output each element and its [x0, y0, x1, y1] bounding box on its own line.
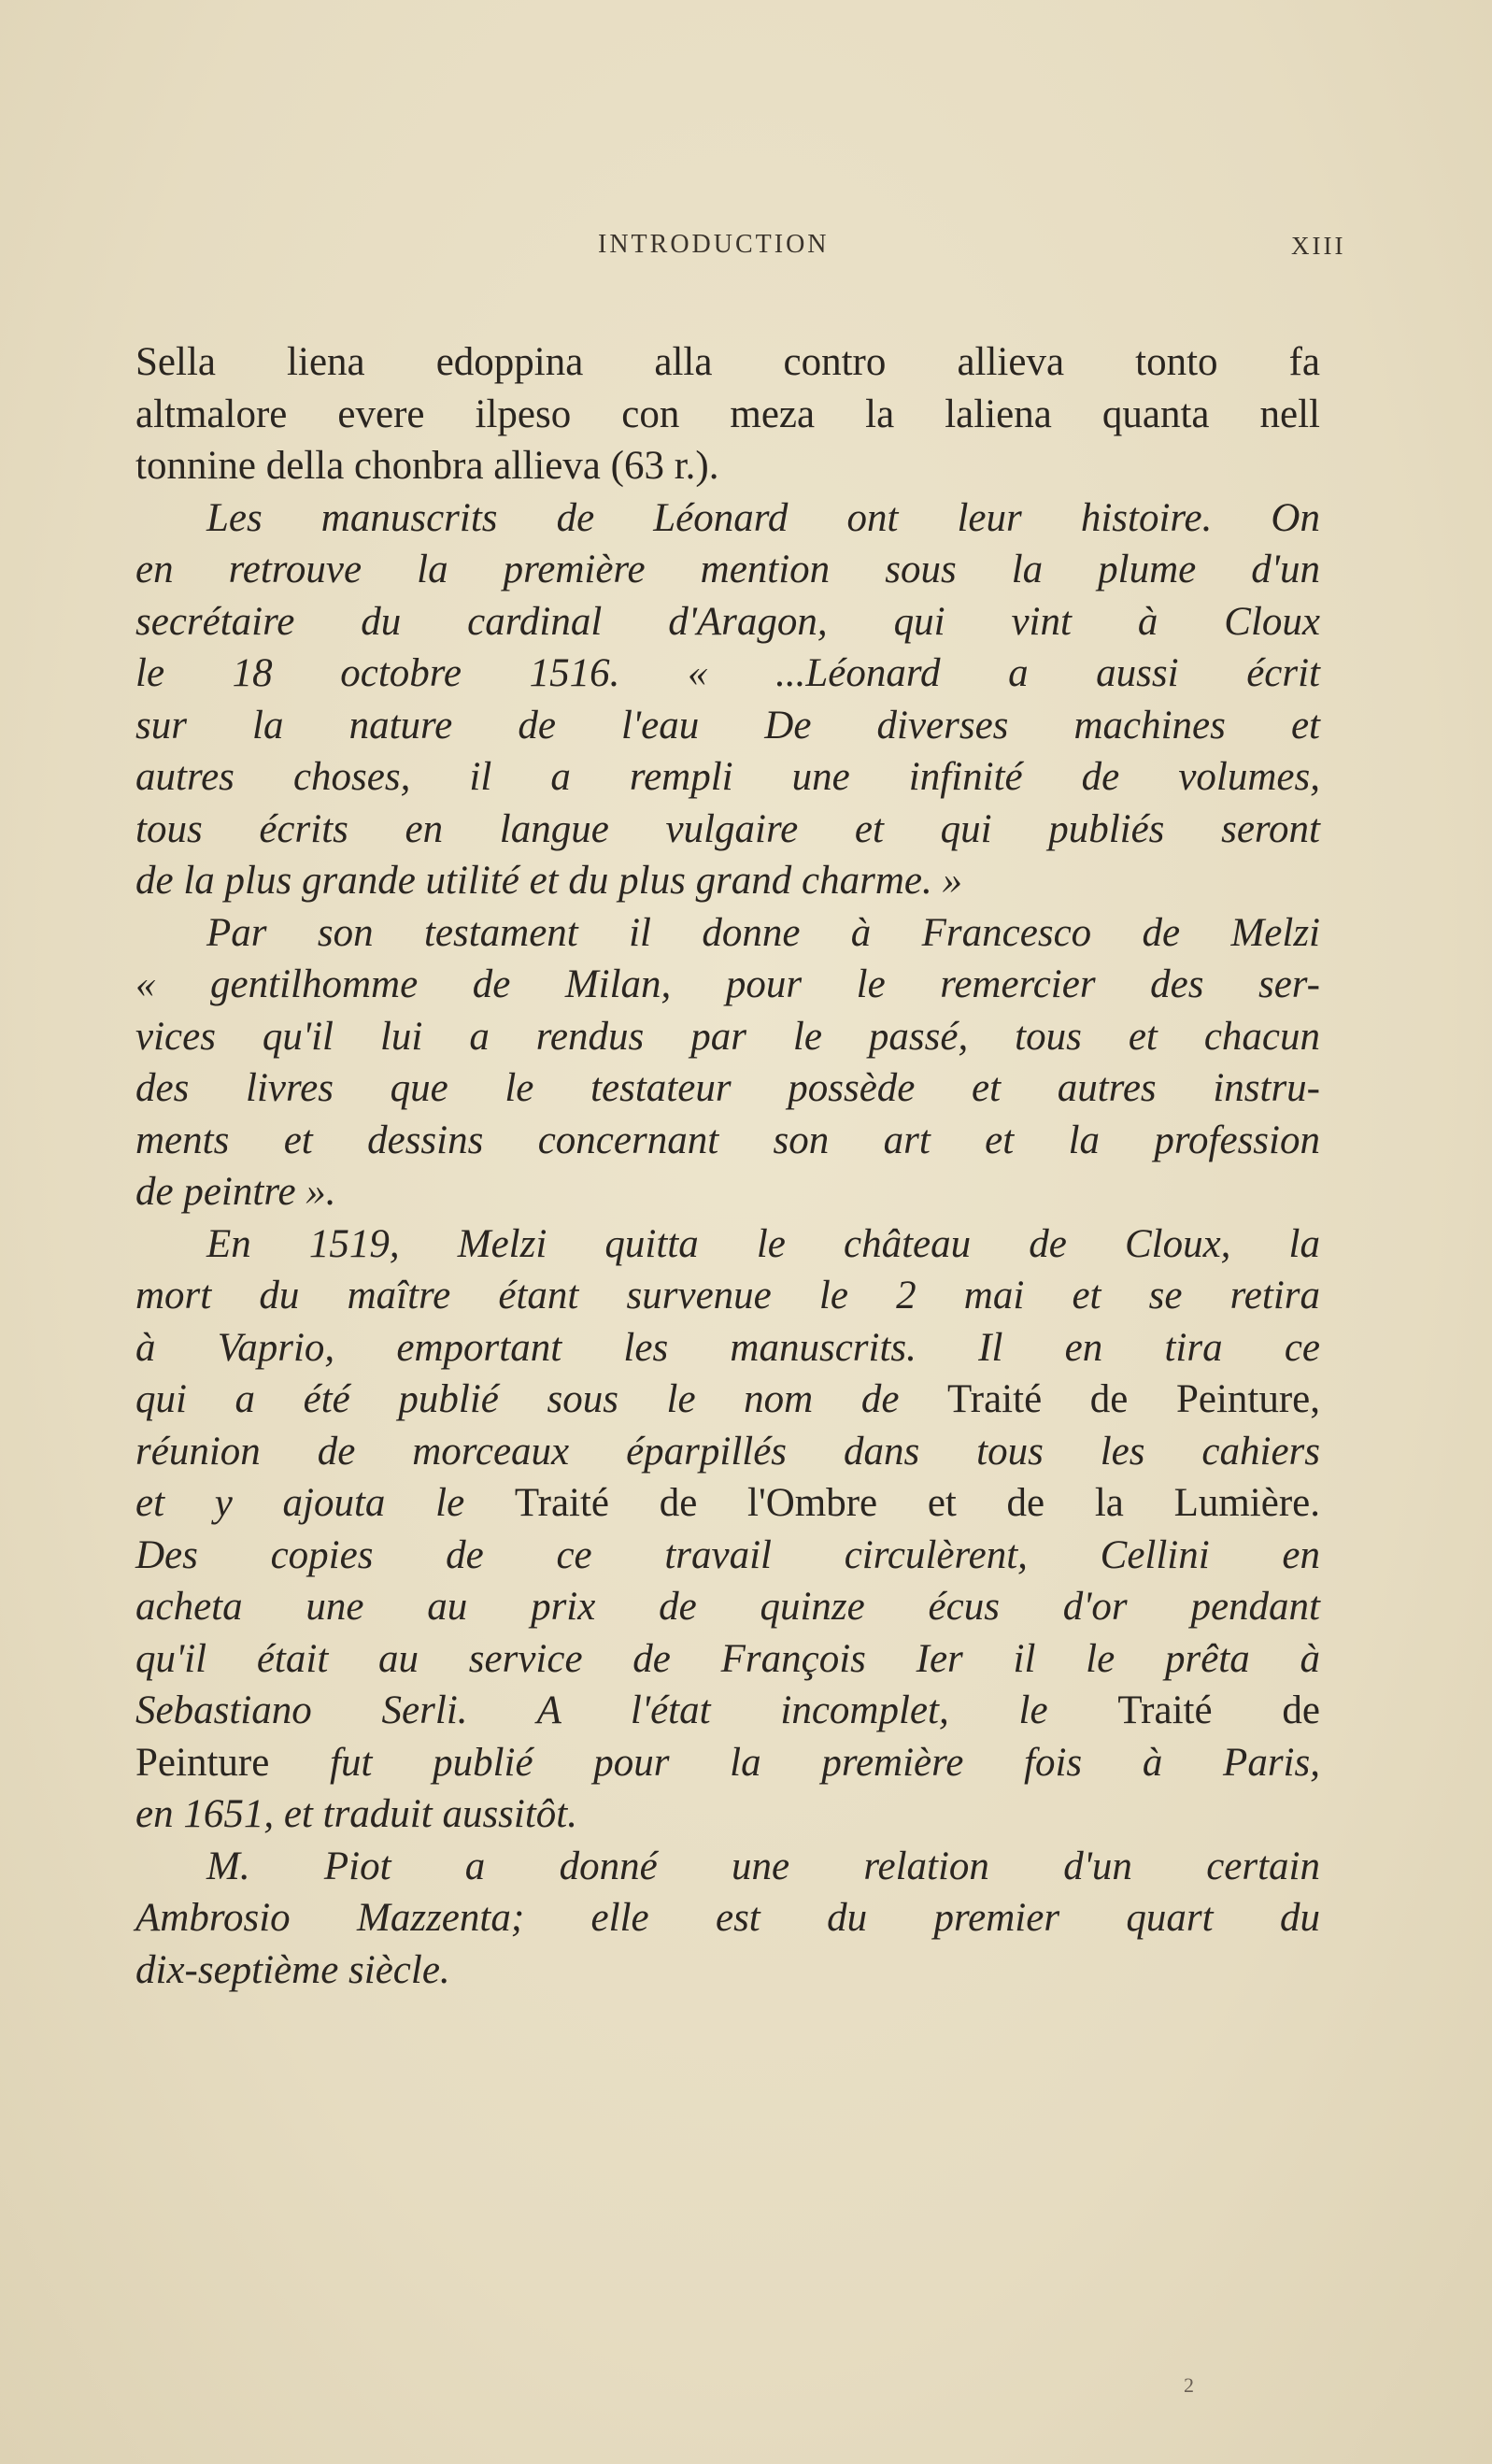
running-head-title: INTRODUCTION	[598, 230, 830, 259]
text-line	[135, 1270, 1320, 1322]
text-line	[135, 1737, 1320, 1789]
italic-text: Sebastiano Serli. A l'état incomplet, le	[135, 1688, 1118, 1732]
italic-text: le 18 octobre 1516. « ...Léonard a aussi écrit	[135, 651, 1320, 695]
text-line	[135, 440, 1320, 492]
italic-text: secrétaire du cardinal d'Aragon, qui vint à Cloux	[135, 599, 1320, 644]
italic-text: Les manuscrits de Léonard ont leur histoire. On	[206, 495, 1320, 540]
text-line	[135, 336, 1320, 389]
text-line	[135, 1011, 1320, 1063]
italic-text: « gentilhomme de Milan, pour le remercier des ser-	[135, 962, 1320, 1006]
text-line	[135, 1374, 1320, 1426]
text-line	[135, 389, 1320, 441]
italic-text: en retrouve la première mention sous la plume d'un	[135, 548, 1320, 591]
body-text	[135, 336, 1320, 1996]
italic-text: et y ajouta le	[135, 1481, 515, 1525]
text-line	[135, 1944, 1320, 1997]
italic-text: Des copies de ce travail circulèrent, Cellini en	[135, 1532, 1320, 1577]
italic-text: qui a été publié sous le nom de	[135, 1377, 948, 1421]
text-line	[135, 1581, 1320, 1633]
italic-text: de la plus grande utilité et du plus grand charme. »	[135, 859, 963, 903]
text-line	[135, 1166, 1320, 1218]
roman-text: Traité de Peinture,	[947, 1377, 1320, 1421]
text-line	[135, 1788, 1320, 1841]
italic-text: fut publié pour la première fois à Paris,	[330, 1740, 1320, 1785]
roman-text: Traité de l'Ombre et de la Lumière.	[514, 1481, 1320, 1525]
italic-text: Par son testament il donne à Francesco de Melzi	[206, 910, 1320, 955]
text-line	[135, 1530, 1320, 1582]
italic-text: mort du maître étant survenue le 2 mai et se retira	[135, 1274, 1320, 1317]
text-line	[135, 596, 1320, 648]
italic-text: des livres que le testateur possède et autres instru-	[135, 1066, 1320, 1110]
text-line	[135, 959, 1320, 1011]
text-line	[135, 1892, 1320, 1944]
signature-mark: 2	[1184, 2373, 1194, 2397]
text-line	[135, 804, 1320, 856]
text-line	[135, 492, 1320, 545]
italic-text: acheta une au prix de quinze écus d'or pendant	[135, 1585, 1320, 1629]
text-line	[135, 1841, 1320, 1893]
text-line	[135, 648, 1320, 700]
italic-text: en 1651, et traduit aussitôt.	[135, 1792, 577, 1836]
roman-text: altmalore evere ilpeso con meza la laliena quanta nell	[135, 392, 1320, 436]
roman-text: Traité de	[1117, 1688, 1320, 1732]
text-line	[135, 700, 1320, 752]
text-line	[135, 751, 1320, 804]
running-head	[0, 230, 1492, 267]
text-line	[135, 544, 1320, 596]
italic-text: autres choses, il a rempli une infinité de volumes,	[135, 755, 1320, 799]
text-line	[135, 1685, 1320, 1737]
italic-text: sur la nature de l'eau De diverses machines et	[135, 703, 1320, 748]
page-number: XIII	[1291, 232, 1346, 260]
text-line	[135, 1633, 1320, 1686]
italic-text: En 1519, Melzi quitta le château de Cloux, la	[206, 1221, 1320, 1266]
italic-text: réunion de morceaux éparpillés dans tous les cahiers	[135, 1429, 1320, 1474]
italic-text: dix-septième siècle.	[135, 1947, 450, 1992]
text-line	[135, 1477, 1320, 1530]
text-line	[135, 1426, 1320, 1478]
italic-text: tous écrits en langue vulgaire et qui publiés seront	[135, 806, 1320, 851]
roman-text: Sella liena edoppina alla contro allieva tonto fa	[135, 340, 1320, 384]
italic-text: à Vaprio, emportant les manuscrits. Il en tira ce	[135, 1325, 1320, 1370]
roman-text: tonnine della chonbra allieva (63 r.).	[135, 444, 719, 488]
italic-text: ments et dessins concernant son art et la profession	[135, 1118, 1320, 1162]
text-line	[135, 1115, 1320, 1167]
roman-text: Peinture	[135, 1740, 330, 1785]
text-line	[135, 1322, 1320, 1374]
italic-text: de peintre ».	[135, 1170, 336, 1214]
text-line	[135, 907, 1320, 960]
text-line	[135, 855, 1320, 907]
text-line	[135, 1218, 1320, 1271]
italic-text: vices qu'il lui a rendus par le passé, tous et chacun	[135, 1014, 1320, 1059]
text-line	[135, 1062, 1320, 1115]
italic-text: M. Piot a donné une relation d'un certain	[206, 1844, 1320, 1888]
italic-text: Ambrosio Mazzenta; elle est du premier quart du	[135, 1896, 1320, 1940]
italic-text: qu'il était au service de François Ier il le prêta à	[135, 1636, 1320, 1681]
